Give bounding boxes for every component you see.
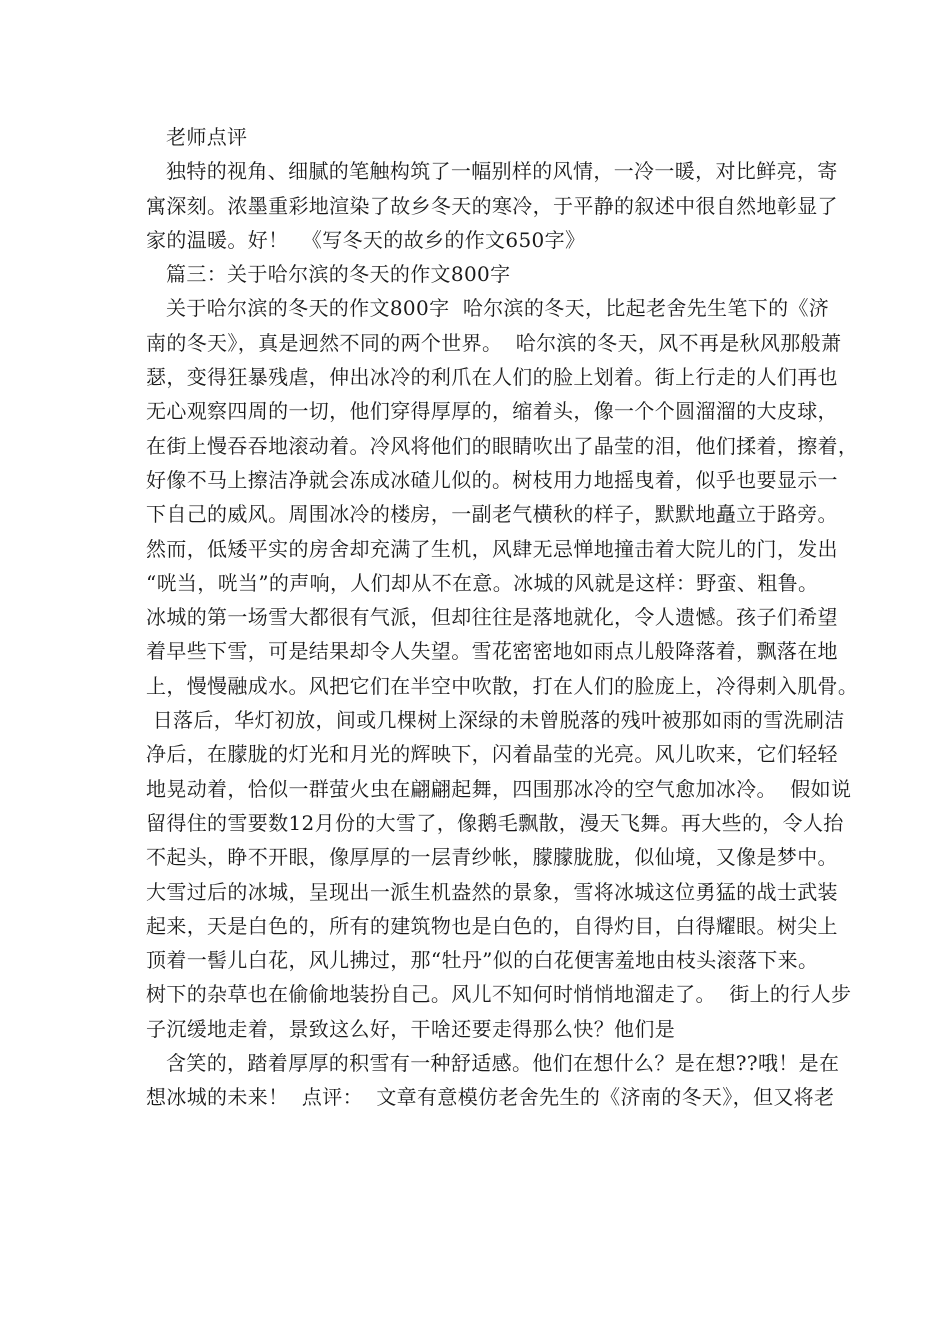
paragraph-line: 留得住的雪要数12月份的大雪了，像鹅毛飘散，漫天飞舞。再大些的，令人抬 bbox=[146, 810, 844, 835]
paragraph-line: 顶着一髻儿白花，风儿拂过，那“牡丹”似的白花便害羞地由枝头滚落下来。 bbox=[146, 948, 819, 973]
paragraph-line: 家的温暖。好！ 《写冬天的故乡的作文650字》 bbox=[146, 227, 586, 252]
paragraph-line: 子沉缓地走着，景致这么好，干啥还要走得那么快？他们是 bbox=[146, 1016, 676, 1041]
paragraph-line: 好像不马上擦洁净就会冻成冰碴儿似的。树枝用力地摇曳着，似乎也要显示一 bbox=[146, 467, 838, 492]
paragraph-line: 地晃动着，恰似一群萤火虫在翩翩起舞，四围那冰冷的空气愈加冰冷。 假如说 bbox=[146, 776, 852, 801]
paragraph-line: 然而，低矮平实的房舍却充满了生机，风肆无忌惮地撞击着大院儿的门，发出 bbox=[146, 536, 838, 561]
paragraph-line: 日落后，华灯初放，间或几棵树上深绿的未曾脱落的残叶被那如雨的雪洗刷洁 bbox=[146, 708, 845, 733]
paragraph-line: 关于哈尔滨的冬天的作文800字 哈尔滨的冬天，比起老舍先生笔下的《济 bbox=[166, 296, 830, 321]
paragraph-line: 南的冬天》，真是迥然不同的两个世界。 哈尔滨的冬天，风不再是秋风那般萧 bbox=[146, 330, 842, 355]
paragraph-line: 着早些下雪，可是结果却令人失望。雪花密密地如雨点儿般降落着，飘落在地 bbox=[146, 639, 838, 664]
section-heading-teacher-comment: 老师点评 bbox=[166, 125, 248, 149]
paragraph-line: 想冰城的未来！ 点评： 文章有意模仿老舍先生的《济南的冬天》，但又将老 bbox=[146, 1085, 835, 1110]
paragraph-line: 净后，在朦胧的灯光和月光的辉映下，闪着晶莹的光亮。风儿吹来，它们轻轻 bbox=[146, 742, 838, 767]
paragraph-line: 树下的杂草也在偷偷地装扮自己。风儿不知何时悄悄地溜走了。 街上的行人步 bbox=[146, 982, 852, 1007]
paragraph-line: 上，慢慢融成水。风把它们在半空中吹散，打在人们的脸庞上，冷得刺入肌骨。 bbox=[146, 673, 859, 698]
paragraph-line: 不起头，睁不开眼，像厚厚的一层青纱帐，朦朦胧胧，似仙境，又像是梦中。 bbox=[146, 845, 838, 870]
paragraph-line: 含笑的，踏着厚厚的积雪有一种舒适感。他们在想什么？是在想??哦！是在 bbox=[166, 1051, 840, 1076]
paragraph-line: 寓深刻。浓墨重彩地渲染了故乡冬天的寒冷，于平静的叙述中很自然地彰显了 bbox=[146, 193, 838, 218]
paragraph-line: 独特的视角、细腻的笔触构筑了一幅别样的风情，一冷一暖，对比鲜亮，寄 bbox=[166, 159, 838, 184]
paragraph-line: 无心观察四周的一切，他们穿得厚厚的，缩着头，像一个个圆溜溜的大皮球， bbox=[146, 399, 838, 424]
document-page bbox=[146, 120, 859, 1115]
paragraph-line: 瑟，变得狂暴残虐，伸出冰冷的利爪在人们的脸上划着。街上行走的人们再也 bbox=[146, 365, 838, 390]
paragraph-line: 下自己的威风。周围冰冷的楼房，一副老气横秋的样子，默默地矗立于路旁。 bbox=[146, 502, 838, 527]
paragraph-line: 冰城的第一场雪大都很有气派，但却往往是落地就化，令人遗憾。孩子们希望 bbox=[146, 605, 838, 630]
paragraph-line: 起来，天是白色的，所有的建筑物也是白色的，自得灼目，白得耀眼。树尖上 bbox=[146, 913, 838, 938]
paragraph-line: 大雪过后的冰城，呈现出一派生机盎然的景象，雪将冰城这位勇猛的战士武装 bbox=[146, 879, 838, 904]
paragraph-line: 在街上慢吞吞地滚动着。冷风将他们的眼睛吹出了晶莹的泪，他们揉着，擦着， bbox=[146, 433, 859, 458]
section-heading-part-three: 篇三：关于哈尔滨的冬天的作文800字 bbox=[166, 262, 511, 287]
paragraph-line: “咣当，咣当”的声响，人们却从不在意。冰城的风就是这样：野蛮、粗鲁。 bbox=[146, 570, 819, 595]
